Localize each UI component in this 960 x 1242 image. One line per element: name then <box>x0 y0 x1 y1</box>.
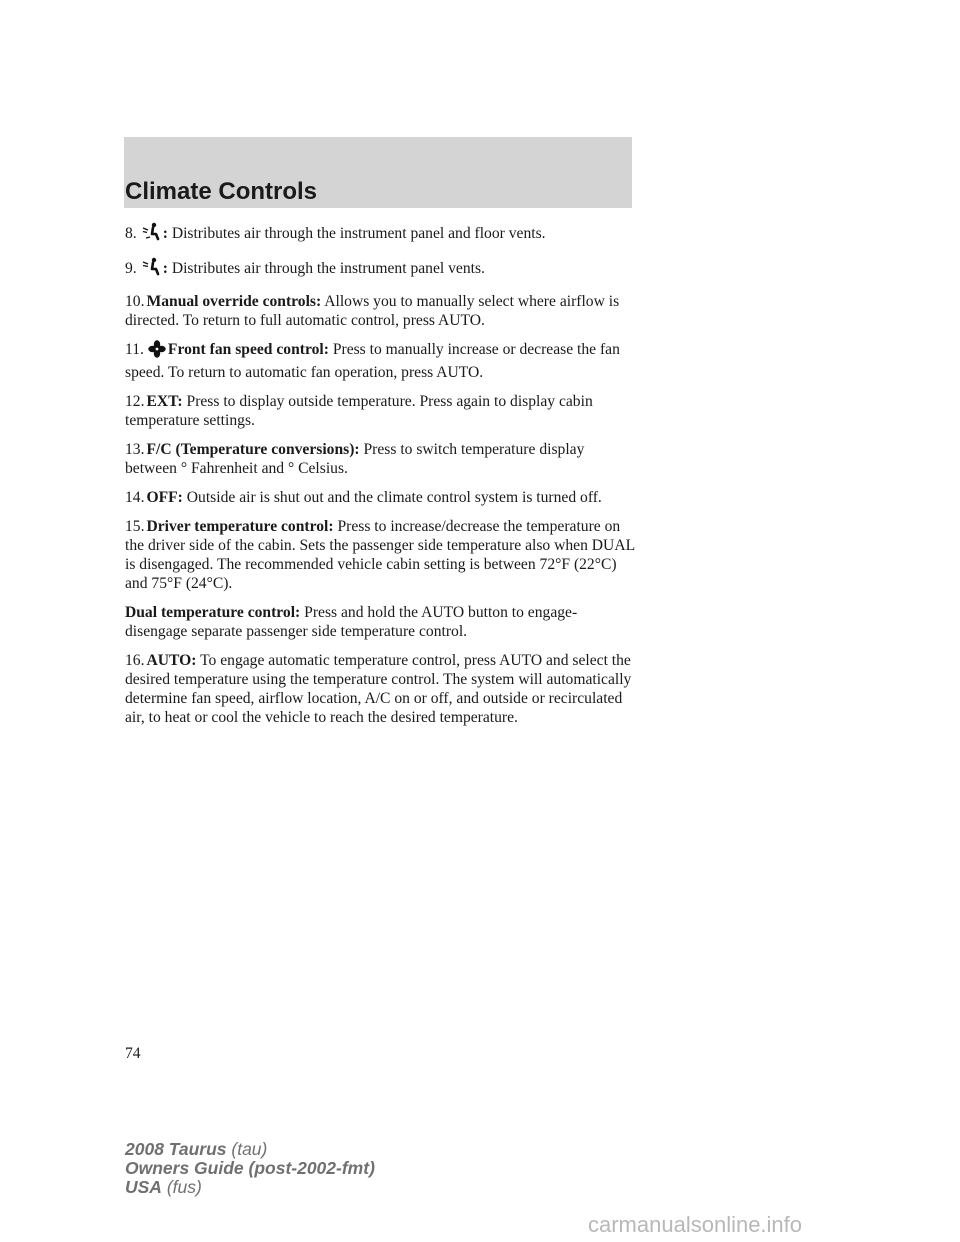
content <box>125 222 635 737</box>
item-number: 16. <box>125 652 145 669</box>
item-text: Press and hold the AUTO button to engage-disengage separate passenger side temperature control. <box>125 604 578 640</box>
item-text: To engage automatic temperature control, press AUTO and select the desired temperature using the temperature control. The system will automatically determine fan speed, airflow location, A/C on or off, and outside or recirculated air, to heat or cool the vehicle to reach the desired temperature. <box>125 652 632 726</box>
list-item <box>125 392 635 430</box>
list-item <box>125 292 635 330</box>
item-text: Allows you to manually select where airflow is directed. To return to full automatic control, press AUTO. <box>125 293 620 329</box>
list-item <box>125 488 635 507</box>
footer-market-code: (fus) <box>166 1177 202 1197</box>
item-text: Distributes air through the instrument panel vents. <box>171 260 485 277</box>
item-term: EXT: <box>146 393 183 410</box>
page-number: 74 <box>125 1045 141 1062</box>
item-number: 10. <box>125 293 145 310</box>
item-term: AUTO: <box>146 652 197 669</box>
item-number: 15. <box>125 518 145 535</box>
item-term: Driver temperature control: <box>146 518 334 535</box>
list-item <box>125 257 635 282</box>
item-term: Front fan speed control: <box>167 341 329 358</box>
panel-vent-icon <box>141 257 161 282</box>
list-item <box>125 222 635 247</box>
item-number: 14. <box>125 489 145 506</box>
item-term: Manual override controls: <box>146 293 322 310</box>
item-number: 13. <box>125 441 145 458</box>
item-number: 11. <box>125 341 144 358</box>
floor-panel-vent-icon <box>141 222 161 247</box>
list-item <box>125 603 635 641</box>
list-item <box>125 340 635 382</box>
footer-market: USA <box>125 1177 162 1197</box>
item-text: Press to increase/decrease the temperature on the driver side of the cabin. Sets the passenger side temperature also when DUAL is disengaged. The recommended vehicle cabin setting is between 72°F (22°C) and 75°F (24°C). <box>125 518 635 592</box>
document-footer <box>125 1140 375 1197</box>
item-text: Outside air is shut out and the climate control system is turned off. <box>186 489 602 506</box>
item-number: 8. <box>125 225 137 242</box>
item-text: Distributes air through the instrument panel and floor vents. <box>171 225 546 242</box>
footer-model: 2008 Taurus <box>125 1139 227 1159</box>
item-text: Press to switch temperature display between ° Fahrenheit and ° Celsius. <box>125 441 585 477</box>
item-number: 12. <box>125 393 145 410</box>
list-item <box>125 517 635 593</box>
item-number: 9. <box>125 260 137 277</box>
item-term: OFF: <box>146 489 183 506</box>
item-term: Dual temperature control: <box>125 604 301 621</box>
list-item <box>125 651 635 727</box>
fan-icon <box>148 340 166 363</box>
footer-model-code: (tau) <box>231 1139 268 1159</box>
section-title: Climate Controls <box>125 178 318 205</box>
item-text: Press to manually increase or decrease the fan speed. To return to automatic fan operation, press AUTO. <box>125 341 620 381</box>
item-term: : <box>162 260 168 277</box>
item-term: : <box>162 225 168 242</box>
watermark: carmanualsonline.info <box>588 1212 803 1237</box>
list-item <box>125 440 635 478</box>
item-term: F/C (Temperature conversions): <box>146 441 360 458</box>
item-text: Press to display outside temperature. Press again to display cabin temperature settings. <box>125 393 593 429</box>
footer-guide: Owners Guide (post-2002-fmt) <box>125 1158 375 1178</box>
